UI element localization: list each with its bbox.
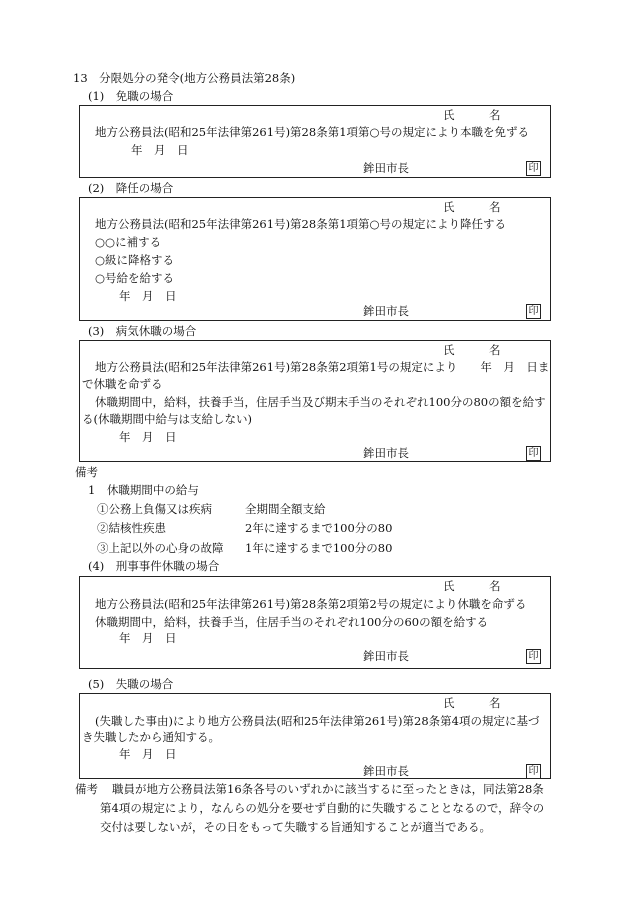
seal-icon: 印 bbox=[526, 764, 541, 779]
name-label: 氏 名 bbox=[443, 343, 501, 357]
remarks-item: 1 休職期間中の給与 bbox=[88, 483, 199, 497]
date-line: 年 月 日 bbox=[119, 430, 177, 444]
section-5-text-line2: き失職したから通知する。 bbox=[82, 730, 220, 744]
page-title: 13 分限処分の発令(地方公務員法第28条) bbox=[73, 71, 296, 85]
section-5-title: (5) 失職の場合 bbox=[88, 677, 174, 691]
date-line: 年 月 日 bbox=[119, 289, 177, 303]
date-line: 年 月 日 bbox=[119, 747, 177, 761]
section-3-title: (3) 病気休職の場合 bbox=[88, 324, 197, 338]
mayor-label: 鉾田市長 bbox=[363, 649, 409, 663]
section-1-text: 地方公務員法(昭和25年法律第261号)第28条第1項第○号の規定により本職を免ずる bbox=[95, 125, 530, 139]
remarks-cause: ①公務上負傷又は疾病 bbox=[97, 502, 212, 516]
remarks-pay: 2年に達するまで100分の80 bbox=[245, 521, 393, 535]
mayor-label: 鉾田市長 bbox=[363, 446, 409, 460]
date-line: 年 月 日 bbox=[119, 631, 177, 645]
section-3-text-line2: で休職を命ずる bbox=[82, 377, 163, 391]
mayor-label: 鉾田市長 bbox=[363, 304, 409, 318]
section-2-title: (2) 降任の場合 bbox=[88, 181, 174, 195]
list-item: ○級に降格する bbox=[95, 253, 175, 267]
section-5-text-line1: (失職した事由)により地方公務員法(昭和25年法律第261号)第28条第4項の規定に基づ bbox=[95, 714, 540, 728]
list-item: ○号給を給する bbox=[95, 271, 175, 285]
seal-icon: 印 bbox=[526, 446, 541, 461]
final-note-line1: 職員が地方公務員法第16条各号のいずれかに該当するに至ったときは，同法第28条 bbox=[112, 782, 544, 796]
section-3-text-line1: 地方公務員法(昭和25年法律第261号)第28条第2項第1号の規定により 年 月 日ま bbox=[95, 360, 550, 374]
final-note-line3: 交付は要しないが，その日をもって失職する旨通知することが適当である。 bbox=[100, 820, 491, 834]
final-note-line2: 第4項の規定により，なんらの処分を要せず自動的に失職することとなるので，辞令の bbox=[100, 801, 545, 815]
section-1-title: (1) 免職の場合 bbox=[88, 89, 174, 103]
mayor-label: 鉾田市長 bbox=[363, 161, 409, 175]
section-3-pay-line2: る(休職期間中給与は支給しない) bbox=[82, 412, 252, 426]
final-note-label: 備考 bbox=[75, 782, 98, 796]
seal-icon: 印 bbox=[526, 304, 541, 319]
seal-icon: 印 bbox=[526, 649, 541, 664]
date-line: 年 月 日 bbox=[131, 143, 189, 157]
section-4-title: (4) 刑事事件休職の場合 bbox=[88, 559, 220, 573]
section-4-text: 地方公務員法(昭和25年法律第261号)第28条第2項第2号の規定により休職を命ずる bbox=[95, 597, 527, 611]
section-2-text: 地方公務員法(昭和25年法律第261号)第28条第1項第○号の規定により降任する bbox=[95, 217, 507, 231]
remarks-cause: ③上記以外の心身の故障 bbox=[97, 541, 224, 555]
seal-icon: 印 bbox=[526, 161, 541, 176]
remarks-cause: ②結核性疾患 bbox=[97, 521, 166, 535]
name-label: 氏 名 bbox=[443, 579, 501, 593]
remarks-pay: 1年に達するまで100分の80 bbox=[245, 541, 393, 555]
name-label: 氏 名 bbox=[443, 696, 501, 710]
mayor-label: 鉾田市長 bbox=[363, 764, 409, 778]
section-4-pay: 休職期間中，給料，扶養手当，住居手当のそれぞれ100分の60の額を給する bbox=[95, 615, 489, 629]
list-item: ○○に補する bbox=[95, 235, 162, 249]
remarks-pay: 全期間全額支給 bbox=[245, 502, 326, 516]
section-3-pay-line1: 休職期間中，給料，扶養手当，住居手当及び期末手当のそれぞれ100分の80の額を給す bbox=[95, 395, 546, 409]
name-label: 氏 名 bbox=[443, 108, 501, 122]
name-label: 氏 名 bbox=[443, 200, 501, 214]
remarks-label: 備考 bbox=[75, 465, 98, 479]
